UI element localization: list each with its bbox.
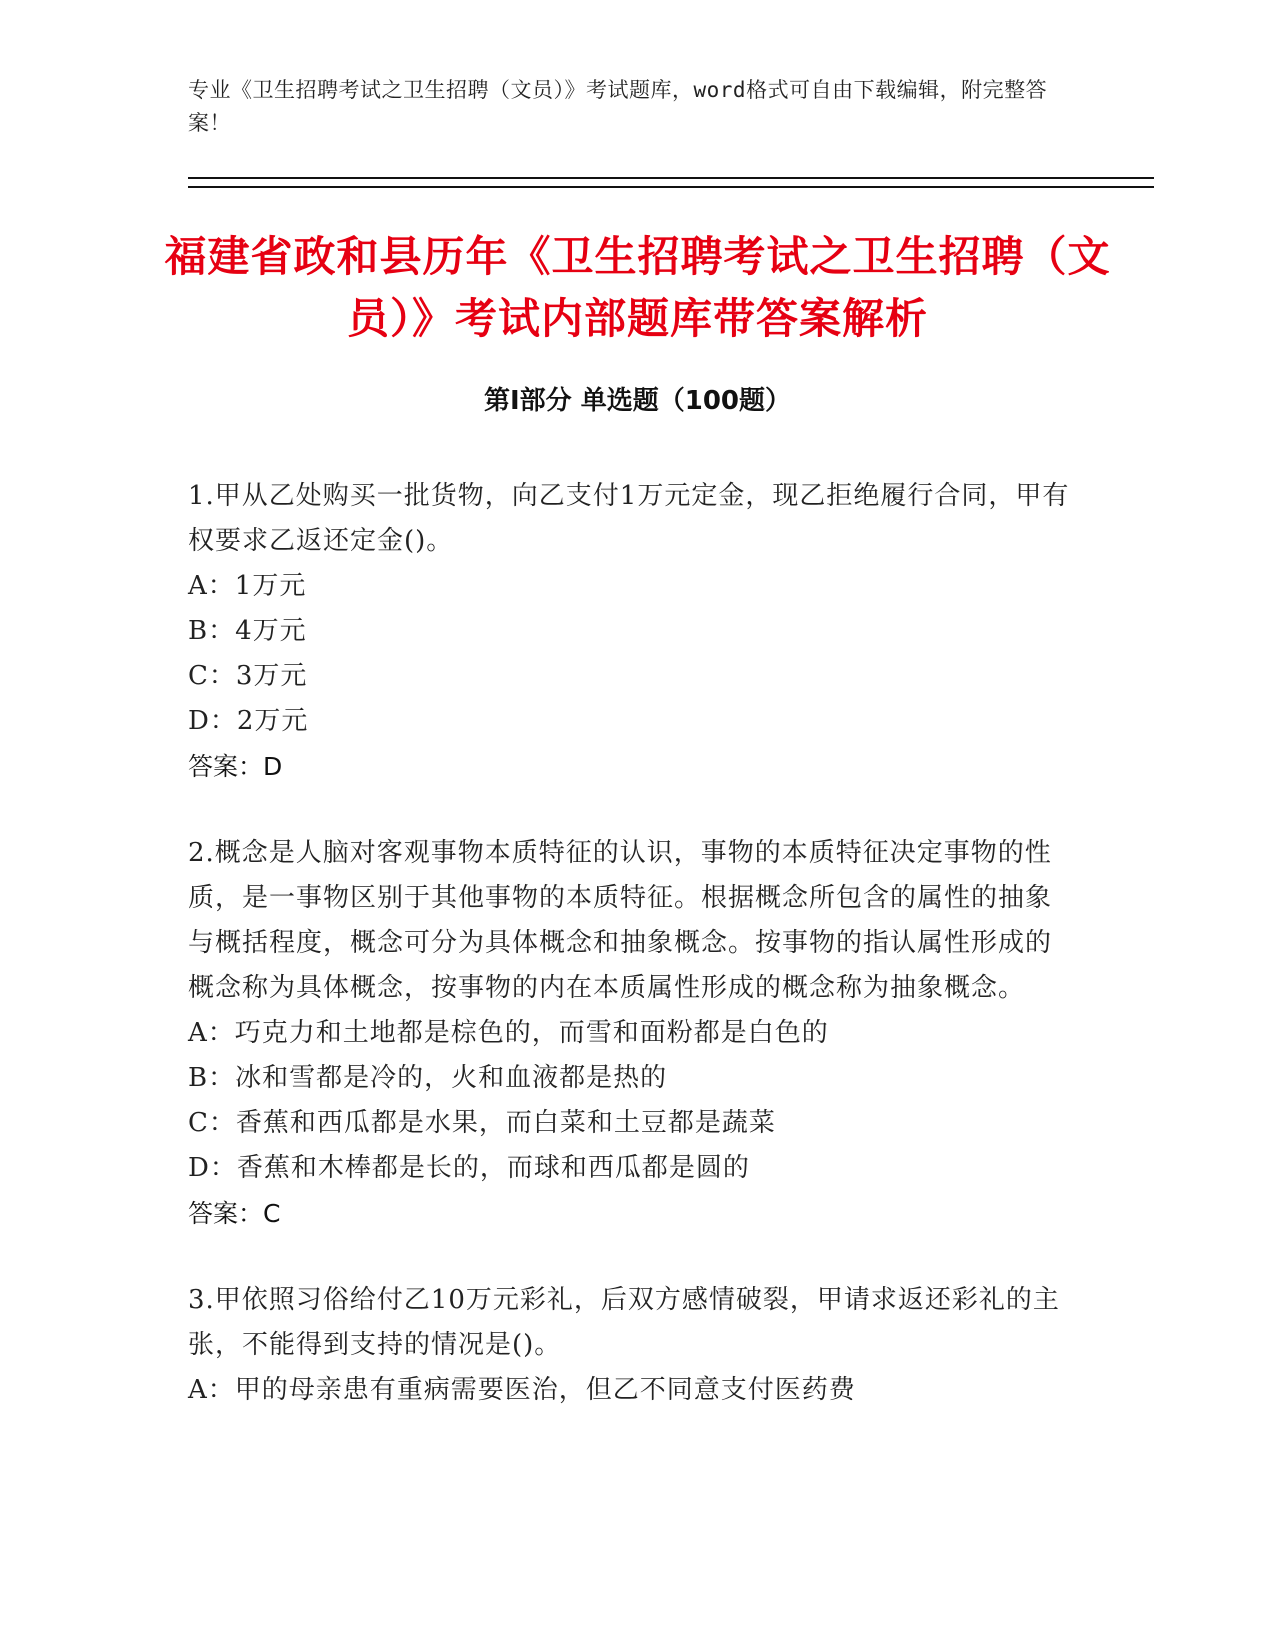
option-a: A：甲的母亲患有重病需要医治，但乙不同意支付医药费 (188, 1375, 856, 1405)
option-d: D：2万元 (188, 706, 309, 736)
option-a: A：巧克力和土地都是棕色的，而雪和面粉都是白色的 (188, 1018, 829, 1048)
section-heading: 第Ⅰ部分 单选题（100题） (484, 386, 791, 416)
question-item (188, 1278, 1078, 1413)
question-stem: 1.甲从乙处购买一批货物，向乙支付1万元定金，现乙拒绝履行合同，甲有权要求乙返还定金()。 (188, 481, 1070, 556)
question-item (188, 831, 1078, 1236)
document-title: 福建省政和县历年《卫生招聘考试之卫生招聘（文员）》考试内部题库带答案解析 (164, 232, 1111, 343)
option-c: C：3万元 (188, 661, 308, 691)
option-d: D：香蕉和木棒都是长的，而球和西瓜都是圆的 (188, 1153, 750, 1183)
question-stem: 3.甲依照习俗给付乙10万元彩礼，后双方感情破裂，甲请求返还彩礼的主张，不能得到支持的情况是()。 (188, 1285, 1060, 1360)
header-divider-line (188, 177, 1154, 179)
header-note: 专业《卫生招聘考试之卫生招聘（文员）》考试题库，word格式可自由下载编辑，附完整答案！ (188, 78, 1048, 135)
option-c: C：香蕉和西瓜都是水果，而白菜和土豆都是蔬菜 (188, 1108, 776, 1138)
option-b: B：4万元 (188, 616, 307, 646)
option-a: A：1万元 (188, 571, 307, 601)
answer-line: 答案：D (188, 752, 283, 781)
answer-line: 答案：C (188, 1199, 281, 1228)
option-b: B：冰和雪都是冷的，火和血液都是热的 (188, 1063, 668, 1093)
question-stem: 2.概念是人脑对客观事物本质特征的认识，事物的本质特征决定事物的性质，是一事物区别于其他事物的本质特征。根据概念所包含的属性的抽象与概括程度，概念可分为具体概念和抽象概念。按事物的指认属性形成的概念称为具体概念，按事物的内在本质属性形成的概念称为抽象概念。 (188, 838, 1053, 1003)
question-list (188, 474, 1078, 1455)
question-item (188, 474, 1078, 789)
header-divider-line (188, 186, 1154, 188)
